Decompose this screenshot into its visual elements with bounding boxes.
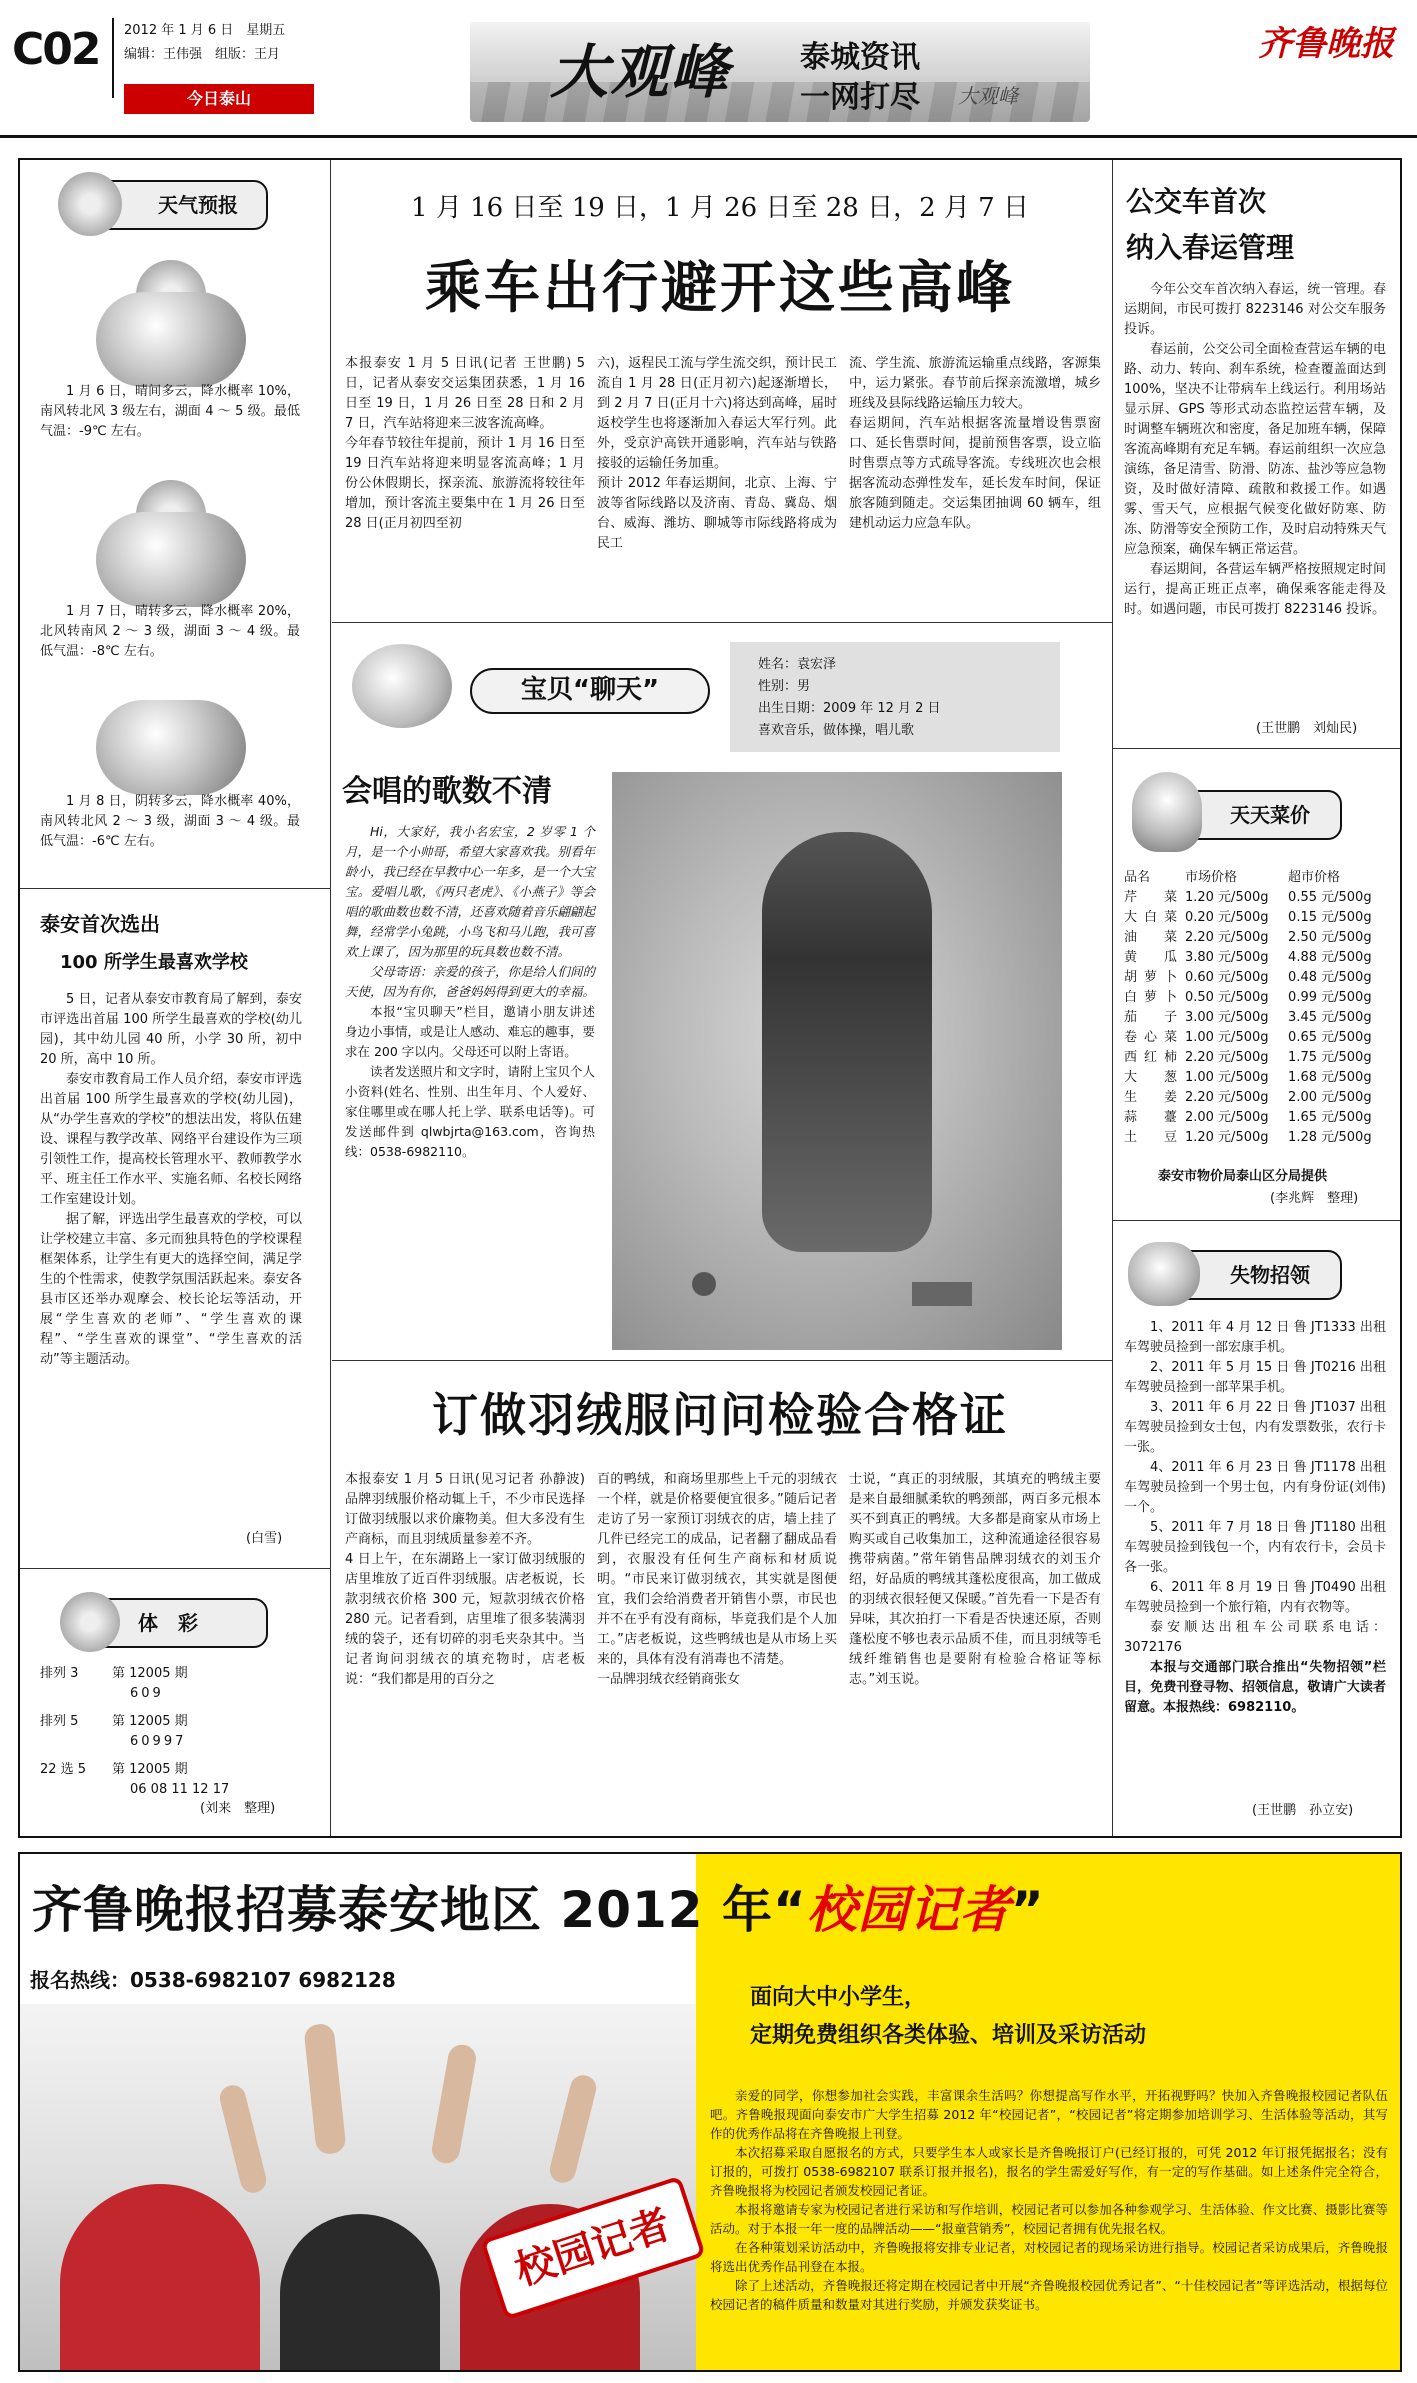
veg-row <box>1124 968 1394 988</box>
veg-super-price: 0.55 元/500g <box>1288 890 1372 905</box>
ad-para: 亲爱的同学，你想参加社会实践，丰富课余生活吗？你想提高写作水平，开拓视野吗？快加入齐鲁晚报校园记者队伍吧。齐鲁晚报现面向泰安市广大学生招募 2012 年“校园记者”，“校园记者”将定期参加培训学习、生活体验等活动，其写作的优秀作品将在齐鲁晚报上刊登。 <box>710 2088 1388 2141</box>
veg-row <box>1124 1048 1394 1068</box>
veg-byline: (李兆辉 整理) <box>1270 1191 1359 1206</box>
veg-rows <box>1124 888 1394 1148</box>
lottery-byline: (刘来 整理) <box>200 1801 276 1816</box>
masthead-sub2: 一网打尽 <box>800 80 920 115</box>
cabbage-icon <box>1132 772 1202 852</box>
down-col2: 百的鸭绒，和商场里那些上千元的羽绒衣一个样，就是价格要便宜很多。”随后记者走访了另一家预订羽绒衣的店，墙上挂了几件已经完工的成品，记者翻了翻成品看到，衣服没有任何生产商标和材质说明。“市民来订做羽绒衣，其实就是图便宜，我们会给消费者开销售小票，市民也并不在乎有没有商标，毕竟我们是个人加工。”店老板说，这些鸭绒也是从市场上买来的，具体有没有消毒也不清楚。 一品牌羽绒衣经销商张女 <box>597 1472 837 1687</box>
down-col3: 士说，“真正的羽绒服，其填充的鸭绒主要是来自最细腻柔软的鸭颈部，两百多元根本买不到真正的鸭绒。大多都是商家从市场上购买或自己收集加工，这种流通途径很容易携带病菌。”常年销售品牌羽绒衣的刘玉介绍，好品质的鸭绒其蓬松度很高，加工做成的羽绒衣很轻便又保暖。”首先看一下是否有异味，其次拍打一下看是否快速还原，否则蓬松度不够也表示品质不佳，而且羽绒等毛绒纤维销售也是要附有检验合格证等标志。”刘玉说。 <box>849 1472 1101 1687</box>
student-figure <box>280 2214 440 2370</box>
bus-divider <box>1113 748 1400 749</box>
ad-headline-text: 齐鲁晚报招募泰安地区 2012 年“ <box>32 1881 807 1939</box>
veg-name: 蒜薹 <box>1124 1110 1177 1125</box>
raised-hand-icon <box>217 2082 269 2195</box>
lottery-heading: 体 彩 <box>138 1610 198 1635</box>
raised-hand-icon <box>430 2042 478 2165</box>
lottery-row <box>40 1664 310 1684</box>
veg-market-price: 3.00 元/500g <box>1184 1010 1269 1025</box>
veg-name: 芹菜 <box>1124 890 1177 905</box>
baby-text <box>345 822 595 1162</box>
baby-info-name: 姓名：袁宏泽 <box>758 657 837 672</box>
veg-row <box>1124 1128 1394 1148</box>
veg-name: 胡萝卜 <box>1124 970 1177 985</box>
baby-contact: 读者发送照片和文字时，请附上宝贝个人小资料(姓名、性别、出生年月、个人爱好、家住哪里或在哪人托上学、联系电话等)。可发送邮件到 qlwbjrta@163.com，咨询热线：0538-6982110。 <box>345 1064 596 1159</box>
veg-name: 大白菜 <box>1124 910 1177 925</box>
header-divider <box>112 18 114 98</box>
school-para: 泰安市教育局工作人员介绍，泰安市评选出首届 100 所学生最喜欢的学校(幼儿园)，从“办学生喜欢的学校”的想法出发，将队伍建设、课程与教学改革、网络平台建设作为三项引领性工作，提高校长管理水平、教师教学水平、班主任工作水平、实施名师、名校长网络工作室建设计划。 <box>40 1072 302 1207</box>
masthead-banner <box>470 22 1090 122</box>
veg-row <box>1124 1108 1394 1128</box>
masthead-sub1: 泰城资讯 <box>800 40 920 75</box>
lottery-num: 60997 <box>130 1734 187 1749</box>
baby-headline: 会唱的歌数不清 <box>342 774 552 809</box>
ad-headline-brand: 校园记者 <box>806 1881 1011 1939</box>
lost-item: 5、2011 年 7 月 18 日 鲁 JT1180 出租车驾驶员捡到钱包一个，内有农行卡，会员卡各一张。 <box>1124 1520 1386 1575</box>
lottery-logo-icon <box>60 1592 120 1652</box>
bus-title2: 纳入春运管理 <box>1126 231 1295 264</box>
cloud-icon <box>96 292 246 387</box>
page-header <box>0 0 1417 138</box>
baby-info-box <box>730 642 1060 752</box>
lottery-name: 排列 5 <box>40 1714 79 1729</box>
ad-para: 本报将邀请专家为校园记者进行采访和写作培训，校园记者可以参加各种参观学习、生活体验、作文比赛、摄影比赛等活动。对于本报一年一度的品牌活动——“报童营销秀”，校园记者拥有优先报名权。 <box>710 2202 1388 2236</box>
veg-super-price: 1.28 元/500g <box>1288 1130 1372 1145</box>
weather-day3: 1 月 8 日，阴转多云，降水概率 40%，南风转北风 2 ～ 3 级，湖面 3 ～ 4 级。最低气温：-6℃ 左右。 <box>40 794 300 849</box>
ad-section <box>18 1852 1402 2372</box>
bus-para: 春运期间，各营运车辆严格按照规定时间运行，提高正班正点率，确保乘客能走得及时。如遇问题，市民可拨打 8223146 投诉。 <box>1124 562 1386 617</box>
col-divider-left <box>330 160 331 1836</box>
student-figure <box>60 2184 260 2370</box>
veg-name: 油菜 <box>1124 930 1177 945</box>
ad-hotline: 报名热线：0538-6982107 6982128 <box>30 1968 396 1992</box>
school-para: 5 日，记者从泰安市教育局了解到，泰安市评选出首届 100 所学生最喜欢的学校(幼儿园)，其中幼儿园 40 所，小学 30 所，初中 20 所，高中 10 所。 <box>40 992 302 1067</box>
ad-photo <box>20 2004 696 2370</box>
lottery-table <box>40 1664 310 1800</box>
veg-super-price: 0.15 元/500g <box>1288 910 1372 925</box>
header-editor: 编辑：王伟强 组版：王月 <box>124 47 281 62</box>
lost-contact: 泰安顺达出租车公司联系电话：3072176 <box>1124 1620 1386 1655</box>
raised-hand-icon <box>547 2072 599 2185</box>
baby-info-gender: 性别：男 <box>758 679 811 694</box>
cloud-icon <box>96 512 246 607</box>
lottery-num: 06 08 11 12 17 <box>130 1782 230 1797</box>
ad-para: 本次招募采取自愿报名的方式，只要学生本人或家长是齐鲁晚报订户(已经订报的，可凭 2012 年订报凭据报名；没有订报的，可拨打 0538-6982107 联系订报并报名)，报名的学生需爱好写作，有一定的写作基础。如上述条件完全符合，齐鲁晚报将为校园记者颁发校园记者证。 <box>710 2145 1388 2198</box>
veg-name: 茄子 <box>1124 1010 1177 1025</box>
veg-row <box>1124 988 1394 1008</box>
veg-name: 大葱 <box>1124 1070 1177 1085</box>
lottery-name: 22 选 5 <box>40 1762 87 1777</box>
lost-note: 本报与交通部门联合推出“失物招领”栏目，免费刊登寻物、招领信息，敬请广大读者留意。本报热线：6982110。 <box>1124 1660 1386 1715</box>
masthead-title: 大观峰 <box>550 38 731 106</box>
weather-divider <box>20 888 330 889</box>
veg-super-price: 2.50 元/500g <box>1288 930 1372 945</box>
veg-source: 泰安市物价局泰山区分局提供 <box>1158 1169 1328 1184</box>
weather-logo-icon <box>58 172 122 236</box>
baby-mascot <box>342 640 472 730</box>
lottery-issue: 第 12005 期 <box>112 1666 188 1681</box>
veg-col-header: 超市价格 <box>1288 870 1341 885</box>
bus-byline: (王世鹏 刘灿民) <box>1256 721 1358 736</box>
main-col3: 流、学生流、旅游流运输重点线路，客源集中，运力紧张。春节前后探亲流激增，城乡班线及县际线路运输压力较大。 春运期间，汽车站根据客流量增设售票窗口、延长售票时间，提前预售客票，设立临时售票点等方式疏导客流。专线班次也会根据客流动态弹性发车，延长发车时间，保证旅客随到随走。交运集团抽调 60 辆车，组建机动运力应急车队。 <box>849 356 1101 531</box>
main-col2: 六)，返程民工流与学生流交织，预计民工流自 1 月 28 日(正月初六)起逐渐增长，到 2 月 7 日(正月十六)将达到高峰，届时返校学生也将逐渐加入春运大军行列。此外，受京沪高铁开通影响，汽车站与铁路接驳的运输任务加重。 预计 2012 年春运期间，北京、上海、宁波等省际线路以及济南、青岛、冀岛、烟台、威海、潍坊、聊城等市际线路将成为民工 <box>597 356 837 551</box>
bus-para: 今年公交车首次纳入春运，统一管理。春运期间，市民可拨打 8223146 对公交车服务投诉。 <box>1124 282 1386 337</box>
veg-name: 白萝卜 <box>1124 990 1177 1005</box>
veg-market-price: 1.00 元/500g <box>1184 1070 1269 1085</box>
veg-heading: 天天菜价 <box>1230 802 1310 827</box>
veg-name: 土豆 <box>1124 1130 1177 1145</box>
bus-para: 春运前，公交公司全面检查营运车辆的电路、动力、转向、刹车系统，检查覆盖面达到 100%，坚决不让带病车上线运行。利用场站显示屏、GPS 等形式动态监控运营车辆，及时调整车辆班次和密度，备足加班车辆，保障客流高峰期有充足车辆。春运前组织一次应急演练，备足清雪、防滑、防冻、盐沙等应急物资，及时做好清障、疏散和救援工作。如遇雾、雪天气，应根据气候变化做好防寒、防冻、防滑等安全预防工作，及时启动特殊天气应急预案，确保车辆正常运营。 <box>1124 342 1386 557</box>
main-divider <box>332 622 1112 623</box>
lost-item: 1、2011 年 4 月 12 日 鲁 JT1333 出租车驾驶员捡到一部宏康手机。 <box>1124 1320 1386 1355</box>
section-tag: 今日泰山 <box>124 84 314 114</box>
veg-market-price: 2.00 元/500g <box>1184 1110 1269 1125</box>
school-divider <box>20 1568 330 1569</box>
down-headline: 订做羽绒服问问检验合格证 <box>432 1388 1008 1442</box>
bus-body <box>1124 280 1386 620</box>
veg-super-price: 2.00 元/500g <box>1288 1090 1372 1105</box>
masthead-small: 大观峰 <box>958 84 1018 108</box>
veg-name: 黄瓜 <box>1124 950 1177 965</box>
lost-item: 3、2011 年 6 月 22 日 鲁 JT1037 出租车驾驶员捡到女士包，内有发票数张，农行卡一张。 <box>1124 1400 1386 1455</box>
veg-market-price: 1.20 元/500g <box>1184 1130 1269 1145</box>
veg-row <box>1124 1008 1394 1028</box>
veg-super-price: 4.88 元/500g <box>1288 950 1372 965</box>
ad-headline-close: ” <box>1010 1881 1045 1939</box>
raised-hand-icon <box>303 2023 346 2155</box>
veg-row <box>1124 948 1394 968</box>
lost-body <box>1124 1318 1386 1718</box>
veg-market-price: 2.20 元/500g <box>1184 930 1269 945</box>
weather-day2: 1 月 7 日，晴转多云，降水概率 20%，北风转南风 2 ～ 3 级，湖面 3 ～ 4 级。最低气温：-8℃ 左右。 <box>40 604 300 659</box>
baby-call: 本报“宝贝聊天”栏目，邀请小朋友讲述身边小事情，或是让人感动、难忘的趣事，要求在 200 字以内。父母还可以附上寄语。 <box>345 1004 596 1059</box>
lottery-num: 609 <box>130 1686 164 1701</box>
baby-divider <box>332 1360 1112 1361</box>
veg-name: 卷心菜 <box>1124 1030 1177 1045</box>
school-title2: 100 所学生最喜欢学校 <box>60 952 248 973</box>
veg-super-price: 1.75 元/500g <box>1288 1050 1372 1065</box>
veg-row <box>1124 908 1394 928</box>
lost-item: 6、2011 年 8 月 19 日 鲁 JT0490 出租车驾驶员捡到一个旅行箱，内有衣物等。 <box>1124 1580 1386 1615</box>
school-title1: 泰安首次选出 <box>40 912 160 936</box>
veg-row <box>1124 1088 1394 1108</box>
lottery-issue: 第 12005 期 <box>112 1714 188 1729</box>
veg-row <box>1124 1028 1394 1048</box>
veg-market-price: 2.20 元/500g <box>1184 1050 1269 1065</box>
weather-day1: 1 月 6 日，晴间多云，降水概率 10%，南风转北风 3 级左右，湖面 4 ～ 5 级。最低气温：-9℃ 左右。 <box>40 384 300 439</box>
ad-sub1: 面向大中小学生， <box>750 1985 927 2010</box>
lottery-issue: 第 12005 期 <box>112 1762 188 1777</box>
ad-body <box>710 2086 1388 2314</box>
main-kicker: 1 月 16 日至 19 日，1 月 26 日至 28 日，2 月 7 日 <box>411 193 1029 223</box>
lottery-name: 排列 3 <box>40 1666 79 1681</box>
page-code: C02 <box>12 24 100 75</box>
veg-super-price: 0.48 元/500g <box>1288 970 1372 985</box>
lost-item: 2、2011 年 5 月 15 日 鲁 JT0216 出租车驾驶员捡到一部苹果手机。 <box>1124 1360 1386 1395</box>
ad-stamp: 校园记者 <box>509 2201 677 2295</box>
mascot-icon <box>352 644 452 728</box>
baby-info-birth: 出生日期：2009 年 12 月 2 日 <box>758 701 941 716</box>
baby-intro: Hi，大家好，我小名宏宝，2 岁零 1 个月，是一个小帅哥，希望大家喜欢我。别看年龄小，我已经在早教中心一年多，是一个大宝宝。爱唱儿歌，《两只老虎》、《小燕子》等会唱的歌曲数也数不清，还喜欢随着音乐翩翩起舞，经常学小兔跳，小鸟飞和马儿跑，我可喜欢上课了，因为那里的玩具数也数不清。 <box>345 824 596 959</box>
veg-market-price: 2.20 元/500g <box>1184 1090 1269 1105</box>
ad-headline <box>32 1874 1392 1947</box>
veg-table <box>1124 868 1394 1148</box>
baby-banner: 宝贝“聊天” <box>520 675 660 706</box>
veg-divider <box>1113 1220 1400 1221</box>
veg-super-price: 1.68 元/500g <box>1288 1070 1372 1085</box>
lost-byline: (王世鹏 孙立安) <box>1252 1803 1354 1818</box>
paper-logo: 齐鲁晚报 <box>1258 24 1394 64</box>
veg-market-price: 3.80 元/500g <box>1184 950 1269 965</box>
veg-market-price: 1.20 元/500g <box>1184 890 1269 905</box>
veg-table-header <box>1124 868 1394 888</box>
lottery-row <box>40 1712 310 1732</box>
veg-row <box>1124 928 1394 948</box>
veg-super-price: 3.45 元/500g <box>1288 1010 1372 1025</box>
col-divider-right <box>1112 160 1113 1836</box>
toy-icon <box>912 1282 972 1306</box>
veg-market-price: 1.00 元/500g <box>1184 1030 1269 1045</box>
veg-super-price: 0.99 元/500g <box>1288 990 1372 1005</box>
weather-heading: 天气预报 <box>158 192 238 217</box>
veg-row <box>1124 888 1394 908</box>
veg-row <box>1124 1068 1394 1088</box>
lottery-row <box>40 1760 310 1780</box>
baby-photo <box>612 772 1062 1350</box>
down-col1: 本报泰安 1 月 5 日讯(见习记者 孙静波) 品牌羽绒服价格动辄上千，不少市民选择订做羽绒服以求价廉物美。但大多没有生产商标，而且羽绒质量参差不齐。 4 日上午，在东湖路上一家订做羽绒服的店里堆放了近百件羽绒服。店老板说，长款羽绒衣价格 300 元，短款羽绒衣价格 280 元。记者看到，店里堆了很多装满羽绒的袋子，还有切碎的羽毛夹杂其中。当记者询问羽绒衣的填充物时，店老板说：“我们都是用的百分之 <box>345 1472 585 1687</box>
veg-col-header: 市场价格 <box>1184 870 1237 885</box>
lost-item: 4、2011 年 6 月 23 日 鲁 JT1178 出租车驾驶员捡到一个男士包，内有身份证(刘伟)一个。 <box>1124 1460 1386 1515</box>
school-para: 据了解，评选出学生最喜欢的学校，可以让学校建立丰富、多元而独具特色的学校课程框架体系，让学生有更大的选择空间，满足学生的个性需求，使教学氛围活跃起来。泰安各县市区还举办观摩会、校长论坛等活动，开展“学生喜欢的老师”、“学生喜欢的课程”、“学生喜欢的课堂”、“学生喜欢的活动”等主题活动。 <box>40 1212 302 1367</box>
school-body <box>40 990 302 1370</box>
header-date: 2012 年 1 月 6 日 星期五 <box>124 23 286 38</box>
veg-super-price: 0.65 元/500g <box>1288 1030 1372 1045</box>
ad-sub2: 定期免费组织各类体验、培训及采访活动 <box>750 2023 1147 2048</box>
baby-parents: 父母寄语：亲爱的孩子，你是给人们间的天使，因为有你，爸爸妈妈得到更大的幸福。 <box>345 964 596 999</box>
veg-super-price: 1.65 元/500g <box>1288 1110 1372 1125</box>
main-col1: 本报泰安 1 月 5 日讯(记者 王世鹏) 5 日，记者从泰安交运集团获悉，1 月 16 日至 19 日，1 月 26 日至 28 日和 2 月 7 日，汽车站将迎来三波客流高峰。 今年春节较往年提前，预计 1 月 16 日至 19 日汽车站将迎来明显客流高峰；1 月份公休假期长，探亲流、旅游流将较往年增加，预计客流主要集中在 1 月 26 日至 28 日(正月初四至初 <box>345 356 585 531</box>
baby-banner-box <box>470 668 710 714</box>
school-byline: (白雪) <box>246 1531 283 1546</box>
veg-name: 西红柿 <box>1124 1050 1177 1065</box>
baby-info-hobby: 喜欢音乐，做体操，唱儿歌 <box>758 723 915 738</box>
ad-para: 在各种策划采访活动中，齐鲁晚报将安排专业记者，对校园记者的现场采访进行指导。校园记者采访成果后，齐鲁晚报将选出优秀作品刊登在本报。 <box>710 2240 1388 2274</box>
baby-figure <box>762 832 932 1252</box>
veg-name: 生姜 <box>1124 1090 1177 1105</box>
lost-heading: 失物招领 <box>1230 1262 1310 1287</box>
bus-title1: 公交车首次 <box>1126 185 1267 218</box>
ad-para: 除了上述活动，齐鲁晚报还将定期在校园记者中开展“齐鲁晚报校园优秀记者”、“十佳校园记者”等评选活动，根据每位校园记者的稿件质量和数量对其进行奖励，并颁发获奖证书。 <box>710 2278 1388 2312</box>
lost-logo-icon <box>1128 1242 1200 1306</box>
veg-market-price: 0.20 元/500g <box>1184 910 1269 925</box>
veg-market-price: 0.60 元/500g <box>1184 970 1269 985</box>
toy-icon <box>692 1272 716 1296</box>
veg-market-price: 0.50 元/500g <box>1184 990 1269 1005</box>
veg-col-header: 品名 <box>1124 870 1151 885</box>
cloud-icon <box>96 700 246 795</box>
main-headline: 乘车出行避开这些高峰 <box>425 256 1015 321</box>
